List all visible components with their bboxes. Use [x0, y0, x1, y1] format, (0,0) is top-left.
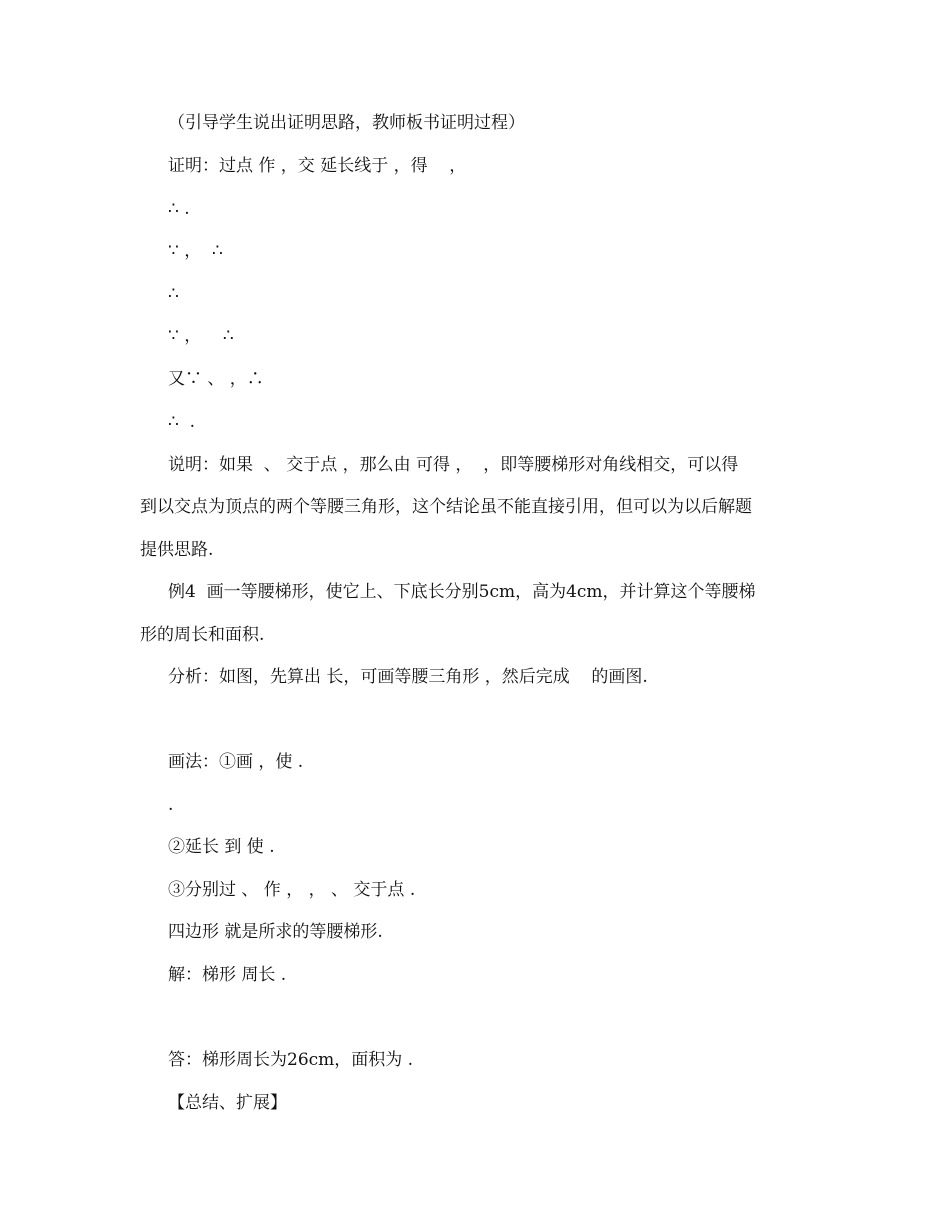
answer-line: 答：梯形周长为26cm，面积为 .	[168, 1050, 414, 1070]
construction-dot: .	[168, 795, 174, 815]
proof-line-5: ∵ ， ∴	[168, 326, 234, 346]
construction-step-1: 画法：①画 ，使 .	[168, 752, 304, 772]
construction-result: 四边形 就是所求的等腰梯形.	[168, 922, 383, 942]
example-4-line-2: 形的周长和面积.	[140, 625, 265, 645]
example-4-line-1: 例4 画一等腰梯形，使它上、下底长分别5cm，高为4cm，并计算这个等腰梯	[168, 582, 756, 602]
construction-step-3: ③分别过 、 作 ， ， 、 交于点 .	[168, 880, 416, 900]
proof-line-7: ∴ .	[168, 412, 196, 432]
proof-line-6: 又∵ 、 ，∴	[168, 369, 264, 389]
explanation-line-2: 到以交点为顶点的两个等腰三角形，这个结论虽不能直接引用，但可以为以后解题	[140, 497, 752, 517]
proof-line-1: 证明：过点 作 ，交 延长线于 ，得 ，	[168, 156, 467, 176]
guide-note: （引导学生说出证明思路，教师板书证明过程）	[168, 113, 525, 133]
summary-heading: 【总结、扩展】	[168, 1093, 287, 1113]
construction-step-2: ②延长 到 使 .	[168, 837, 275, 857]
proof-line-3: ∵ ， ∴	[168, 241, 223, 261]
solution-line: 解：梯形 周长 .	[168, 965, 287, 985]
proof-line-4: ∴	[168, 284, 179, 304]
explanation-line-1: 说明：如果 、 交于点 ，那么由 可得 ， ，即等腰梯形对角线相交，可以得	[168, 455, 739, 475]
explanation-line-3: 提供思路.	[140, 540, 214, 560]
proof-line-2: ∴ .	[168, 199, 190, 219]
analysis-line: 分析：如图，先算出 长，可画等腰三角形 ，然后完成 的画图.	[168, 667, 648, 687]
